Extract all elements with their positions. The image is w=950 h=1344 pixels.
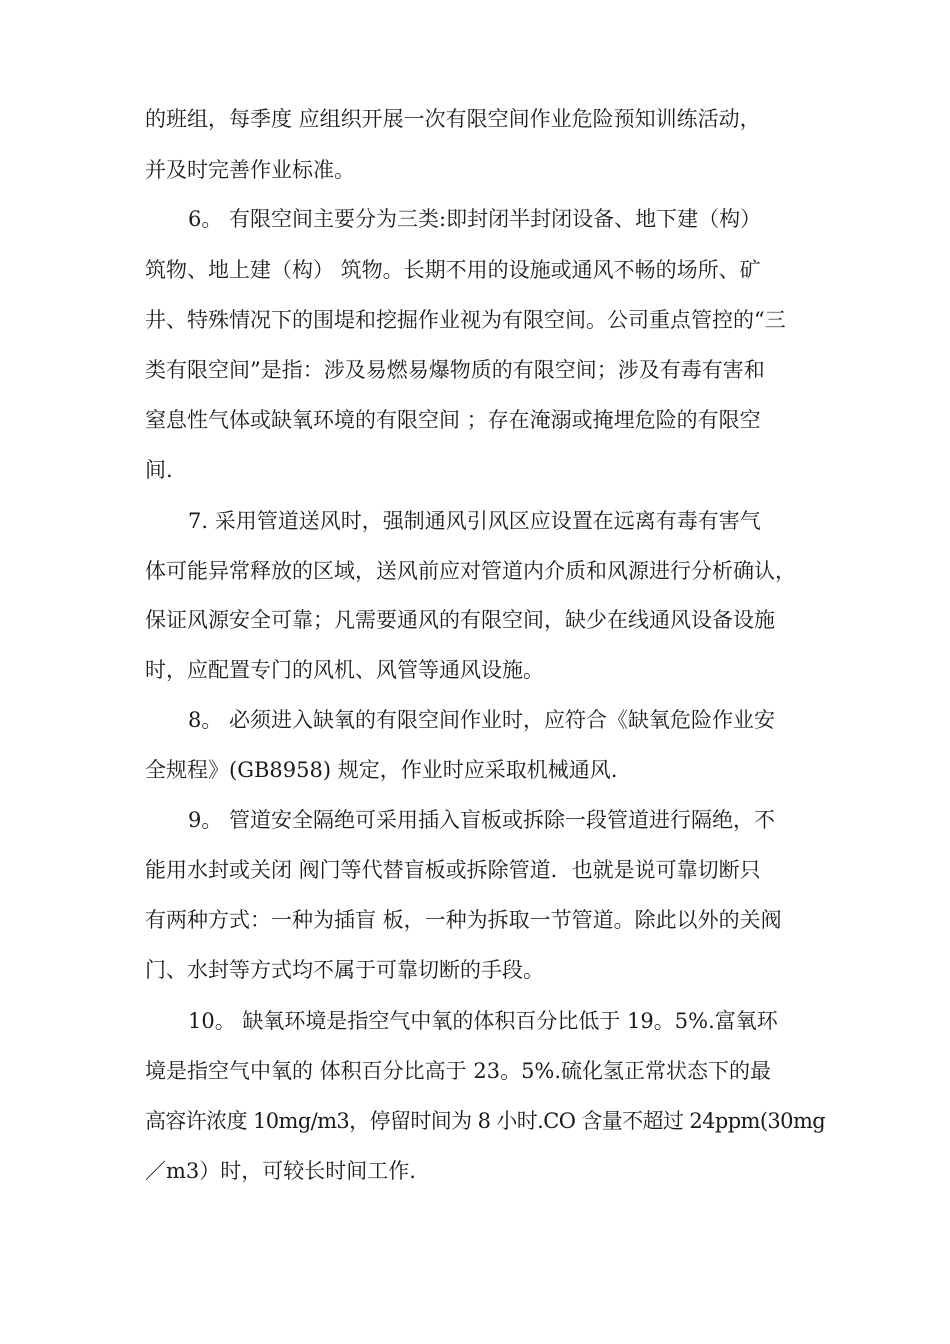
paragraph-8-line: 8。 必须进入缺氧的有限空间作业时，应符合《缺氧危险作业安 xyxy=(188,708,776,732)
text-line: ／m3）时，可较长时间工作. xyxy=(145,1159,416,1183)
text-line: 的班组，每季度 应组织开展一次有限空间作业危险预知训练活动， xyxy=(145,107,761,131)
text-line: 门、水封等方式均不属于可靠切断的手段。 xyxy=(145,958,544,982)
paragraph-10-line: 10。 缺氧环境是指空气中氧的体积百分比低于 19。5%.富氧环 xyxy=(188,1009,778,1033)
paragraph-7-line: 7. 采用管道送风时，强制通风引风区应设置在远离有毒有害气 xyxy=(188,509,761,533)
text-line: 体可能异常释放的区域，送风前应对管道内介质和风源进行分析确认， xyxy=(145,559,796,583)
text-line: 时，应配置专门的风机、风管等通风设施。 xyxy=(145,658,544,682)
text-line: 境是指空气中氧的 体积百分比高于 23。5%.硫化氢正常状态下的最 xyxy=(145,1059,772,1083)
paragraph-6-line: 6。 有限空间主要分为三类:即封闭半封闭设备、地下建（构） xyxy=(188,207,762,231)
text-line: 能用水封或关闭 阀门等代替盲板或拆除管道．也就是说可靠切断只 xyxy=(145,858,761,882)
text-line: 有两种方式：一种为插盲 板，一种为拆取一节管道。除此以外的关阀 xyxy=(145,908,782,932)
text-line: 全规程》(GB8958) 规定，作业时应采取机械通风. xyxy=(145,758,618,782)
paragraph-9-line: 9。 管道安全隔绝可采用插入盲板或拆除一段管道进行隔绝，不 xyxy=(188,808,776,832)
text-line: 筑物、地上建（构） 筑物。长期不用的设施或通风不畅的场所、矿 xyxy=(145,258,761,282)
text-line: 间. xyxy=(145,458,173,482)
text-line: 井、特殊情况下的围堤和挖掘作业视为有限空间。公司重点管控的“三 xyxy=(145,308,786,332)
text-line: 并及时完善作业标准。 xyxy=(145,158,355,182)
text-line: 窒息性气体或缺氧环境的有限空间 ；存在淹溺或掩埋危险的有限空 xyxy=(145,408,761,432)
text-line: 高容许浓度 10mg/m3，停留时间为 8 小时.CO 含量不超过 24ppm(30mg xyxy=(145,1109,826,1133)
text-line: 类有限空间”是指：涉及易燃易爆物质的有限空间；涉及有毒有害和 xyxy=(145,358,765,382)
text-line: 保证风源安全可靠；凡需要通风的有限空间，缺少在线通风设备设施 xyxy=(145,608,775,632)
